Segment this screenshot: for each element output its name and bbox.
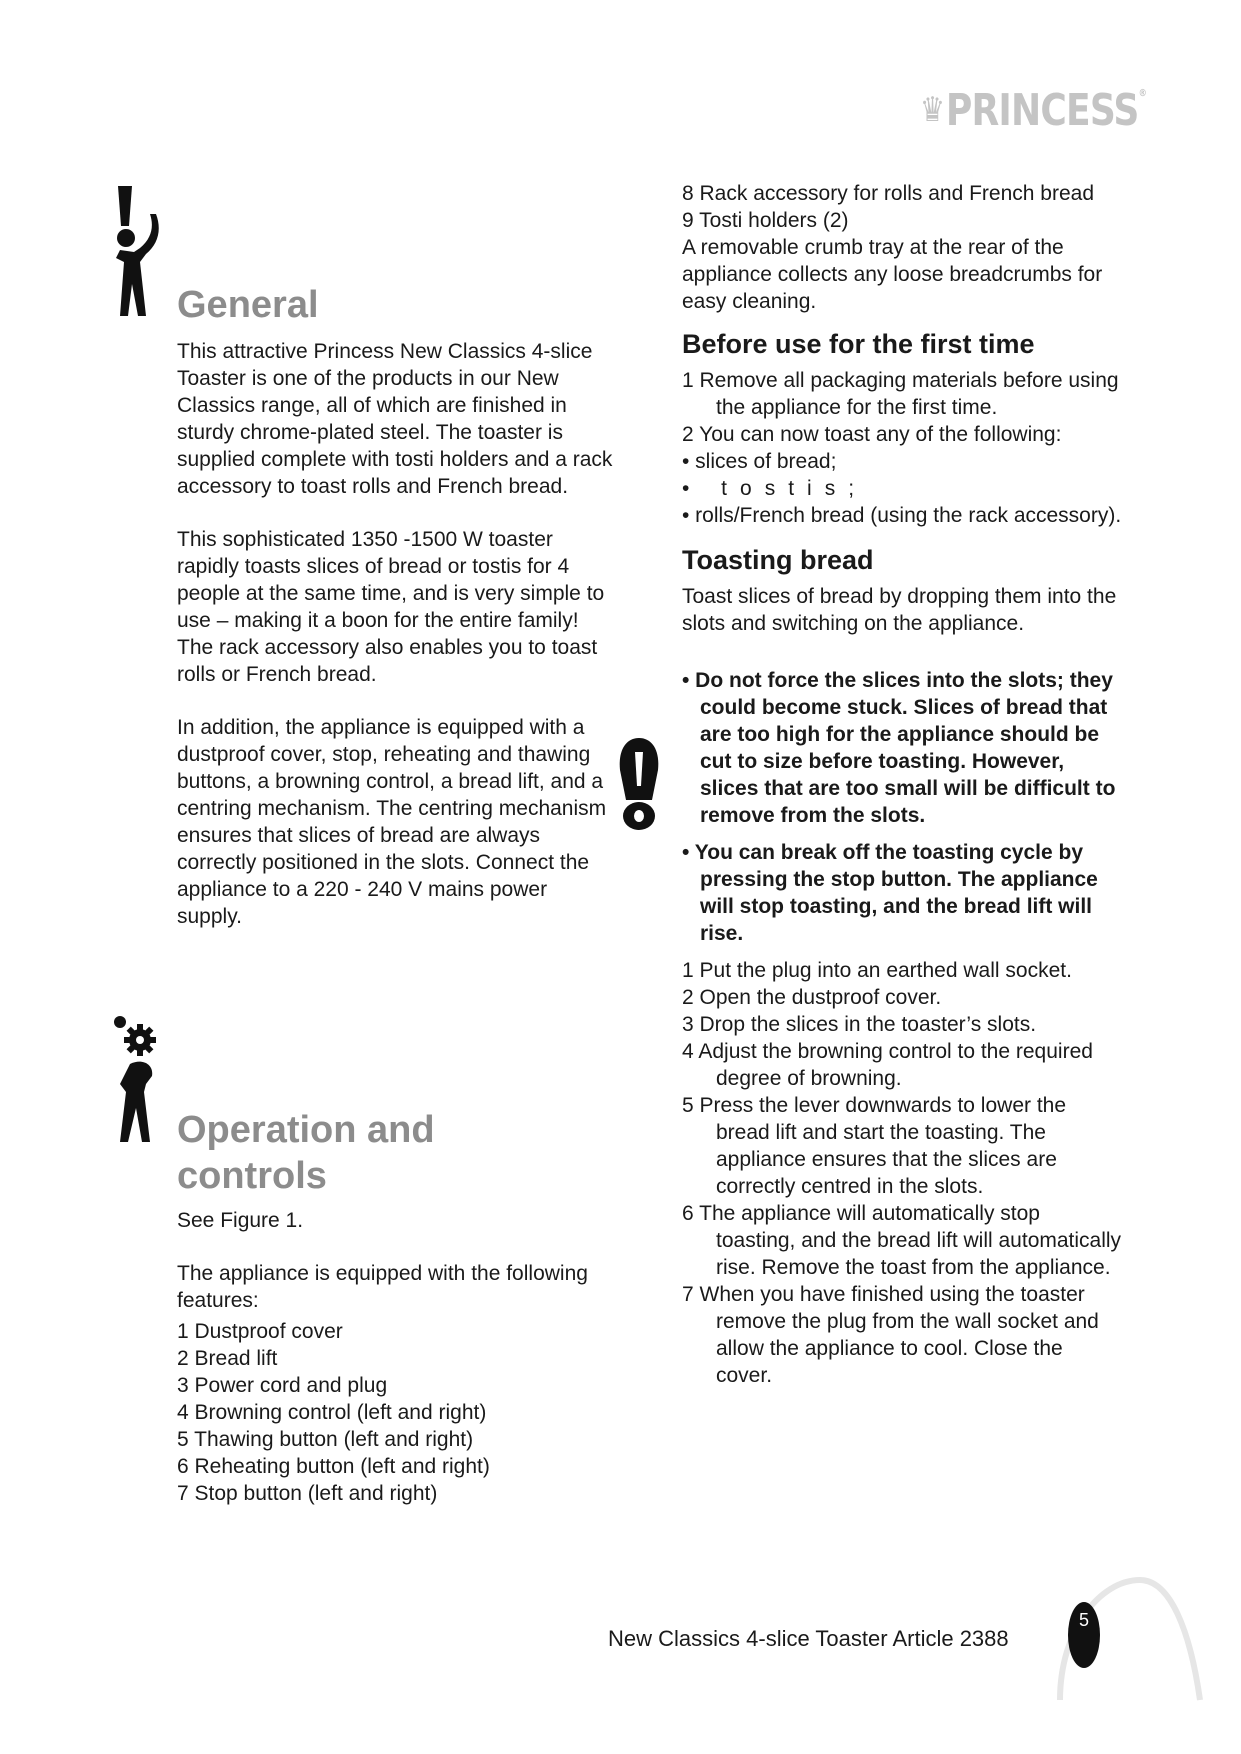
- list-item: 1 Remove all packaging materials before using the appliance for the first time.: [682, 369, 1119, 419]
- footer-text: New Classics 4-slice Toaster Article 2388: [608, 1626, 1009, 1651]
- list-item: 8 Rack accessory for rolls and French bread: [682, 182, 1095, 205]
- list-item: 4 Browning control (left and right): [177, 1401, 487, 1424]
- general-paragraph-3: In addition, the appliance is equipped with a dustproof cover, stop, reheating and thawing buttons, a browning control, a bread lift, and a centring mechanism. The centring mechanism ensures that slices of bread are always correctly positioned in the slots. Connect the appliance to a 220 - 240 V mains power supply.: [177, 716, 607, 928]
- operation-title: [177, 1107, 617, 1199]
- warning-exclamation-icon: [614, 736, 664, 832]
- list-item: 3 Drop the slices in the toaster’s slots.: [682, 1013, 1037, 1036]
- warnings: [682, 667, 1122, 947]
- toasting-steps: [682, 957, 1122, 1389]
- list-item: 4 Adjust the browning control to the required degree of browning.: [682, 1040, 1093, 1090]
- warning-text: • You can break off the toasting cycle by pressing the stop button. The appliance will stop toasting, and the bread lift will rise.: [682, 841, 1098, 945]
- trademark-mark: ®: [1138, 88, 1146, 99]
- list-item: 5 Thawing button (left and right): [177, 1428, 474, 1451]
- decorative-swoosh: [1030, 1570, 1210, 1710]
- toasting-intro: Toast slices of bread by dropping them into the slots and switching on the appliance.: [682, 585, 1117, 635]
- features-list: [177, 1318, 617, 1507]
- list-item: • rolls/French bread (using the rack accessory).: [682, 504, 1122, 527]
- general-paragraph-1: This attractive Princess New Classics 4-slice Toaster is one of the products in our New Classics range, all of which are finished in sturdy chrome-plated steel. The toaster is supplied complete with tosti holders and a rack accessory to toast rolls and French bread.: [177, 340, 613, 498]
- list-item: 2 You can now toast any of the following:: [682, 423, 1062, 446]
- list-item: 3 Power cord and plug: [177, 1374, 388, 1397]
- list-item: 7 Stop button (left and right): [177, 1482, 438, 1505]
- list-item: 1 Dustproof cover: [177, 1320, 343, 1343]
- first-use-title: Before use for the first time: [682, 329, 1035, 359]
- list-item: 2 Bread lift: [177, 1347, 278, 1370]
- list-item: 9 Tosti holders (2): [682, 209, 849, 232]
- features-intro: The appliance is equipped with the following features:: [177, 1262, 588, 1312]
- page-number: 5: [1068, 1602, 1100, 1668]
- right-column: [682, 180, 1122, 1389]
- list-item: 6 The appliance will automatically stop toasting, and the bread lift will automatically rise. Remove the toast from the appliance.: [682, 1202, 1122, 1279]
- list-item: 1 Put the plug into an earthed wall socket.: [682, 959, 1072, 982]
- list-item: 5 Press the lever downwards to lower the bread lift and start the toasting. The appliance ensures that the slices are correctly centred in the slots.: [682, 1094, 1067, 1198]
- toasting-title: Toasting bread: [682, 545, 874, 575]
- see-figure: See Figure 1.: [177, 1209, 304, 1232]
- list-item: 7 When you have finished using the toaster remove the plug from the wall socket and allow the appliance to cool. Close the cover.: [682, 1283, 1099, 1387]
- general-title: General: [177, 284, 319, 326]
- operation-title-line2: controls: [177, 1155, 327, 1197]
- list-item: 6 Reheating button (left and right): [177, 1455, 490, 1478]
- gear-person-icon: [110, 1012, 172, 1146]
- operation-title-line1: Operation and: [177, 1109, 435, 1151]
- general-paragraph-2: This sophisticated 1350 -1500 W toaster rapidly toasts slices of bread or tostis for 4 people at the same time, and is very simple to use – making it a boon for the entire family! The rack accessory also enables you to toast rolls or French bread.: [177, 528, 605, 686]
- toastables-list: [682, 448, 1122, 529]
- list-item: • tostis;: [682, 477, 868, 500]
- logo-text: PRINCESS: [945, 84, 1139, 136]
- list-item: • slices of bread;: [682, 450, 837, 473]
- crumb-tray-text: A removable crumb tray at the rear of the appliance collects any loose breadcrumbs for easy cleaning.: [682, 236, 1103, 313]
- features-list-continued: [682, 180, 1122, 234]
- princess-logo: [920, 82, 1146, 138]
- general-section: [177, 282, 617, 956]
- first-use-steps: [682, 367, 1122, 448]
- warning-text: • Do not force the slices into the slots; they could become stuck. Slices of bread that are too high for the appliance should be cut to size before toasting. However, slices that are too small will be difficult to remove from the slots.: [682, 669, 1116, 827]
- operation-section: [177, 1107, 617, 1507]
- list-item: 2 Open the dustproof cover.: [682, 986, 942, 1009]
- exclamation-person-icon: [110, 186, 172, 320]
- crown-icon: ♛: [920, 90, 945, 130]
